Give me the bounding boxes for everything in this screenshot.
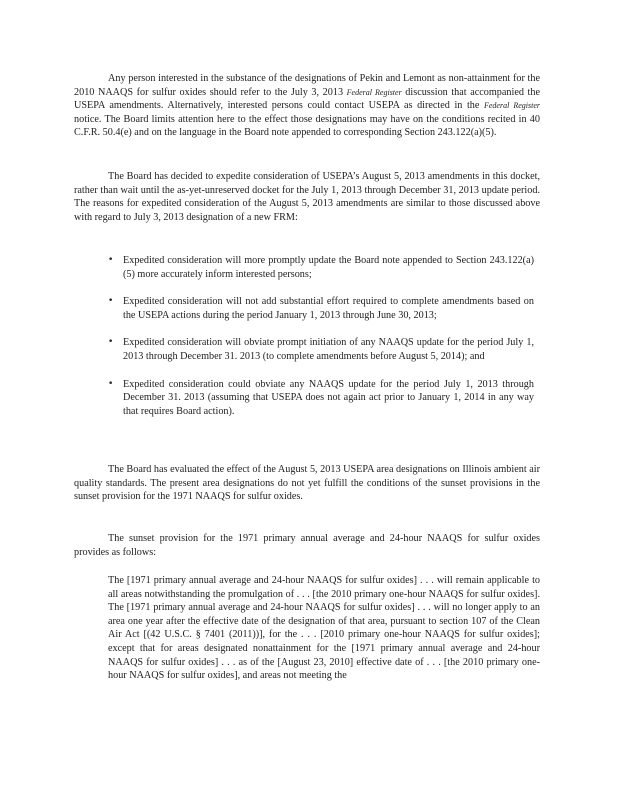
list-item (108, 378, 534, 419)
list-item-text: Expedited consideration could obviate any NAAQS update for the period July 1, 2013 through December 31. 2013 (assuming that USEPA does not again act prior to January 1, 2014 in any way that requires Board action). (123, 378, 534, 417)
federal-register-citation: Federal Register (483, 101, 540, 111)
list-item-text: Expedited consideration will more promptly update the Board note appended to Section 243.122(a)(5) more accurately inform interested persons; (123, 255, 534, 280)
paragraph-text: notice. The Board limits attention here to the effect those designations may have on the conditions recited in 40 C.F.R. 50.4(e) and on the language in the Board note appended to corresponding Section 243.122(a)(5). (74, 113, 540, 139)
bullet-icon: • (108, 378, 114, 389)
paragraph-sunset-intro: The sunset provision for the 1971 primary annual average and 24-hour NAAQS for sulfur oxides provides as follows: (74, 533, 540, 558)
paragraph-expedite: The Board has decided to expedite consideration of USEPA’s August 5, 2013 amendments in this docket, rather than wait until the as-yet-unreserved docket for the July 1, 2013 through December 31, 2013 update period. The reasons for expedited consideration of the August 5, 2013 amendments are similar to those discussed above with regard to July 3, 2013 designation of a new FRM: (74, 171, 540, 223)
bullet-icon: • (108, 255, 114, 265)
paragraph-text: Any person interested in the substance of the designations of Pekin and Lemont as non-attainment for the 2010 NAAQS for sulfur oxides should refer to the July 3, 2013 (74, 73, 540, 98)
list-item (108, 254, 534, 281)
federal-register-citation: Federal Register (346, 87, 402, 97)
list-item (108, 295, 534, 322)
paragraph-pekin-lemont (74, 72, 540, 140)
list-item-text: Expedited consideration will not add substantial effort required to complete amendments based on the USEPA actions during the period January 1, 2013 through June 30, 2013; (123, 296, 534, 321)
paragraph-text: discussion that accompanied the USEPA amendments. Alternatively, interested persons could contact USEPA as directed in the (74, 86, 541, 112)
bullet-icon: • (108, 337, 114, 348)
reasons-list (108, 254, 534, 432)
paragraph-evaluation: The Board has evaluated the effect of the August 5, 2013 USEPA area designations on Illinois ambient air quality standards. The present area designations do not yet fulfill the conditions of the sunset provisions in the sunset provision for the 1971 NAAQS for sulfur oxides. (74, 464, 540, 503)
list-item-text: Expedited consideration will obviate prompt initiation of any NAAQS update for the period July 1, 2013 through December 31. 2013 (to complete amendments before August 5, 2014); and (123, 337, 534, 362)
block-quote-sunset-provision: The [1971 primary annual average and 24-hour NAAQS for sulfur oxides] . . . will remain applicable to all areas notwithstanding the promulgation of . . . [the 2010 primary one-hour NAAQS for sulfur oxides]. The [1971 primary annual average and 24-hour NAAQS for sulfur oxides] . . . will no longer apply to an area one year after the effective date of the designation of that area, pursuant to section 107 of the Clean Air Act [(42 U.S.C. § 7401 (2011))], for the . . . [2010 primary one-hour NAAQS for sulfur oxides]; except that for areas designated nonattainment for the [1971 primary annual average and 24-hour NAAQS for sulfur oxides] . . . as of the [August 23, 2010] effective date of . . . [the 2010 primary one-hour NAAQS for sulfur oxides], and areas not meeting the (108, 575, 540, 682)
bullet-icon: • (108, 296, 114, 307)
list-item (108, 336, 534, 363)
